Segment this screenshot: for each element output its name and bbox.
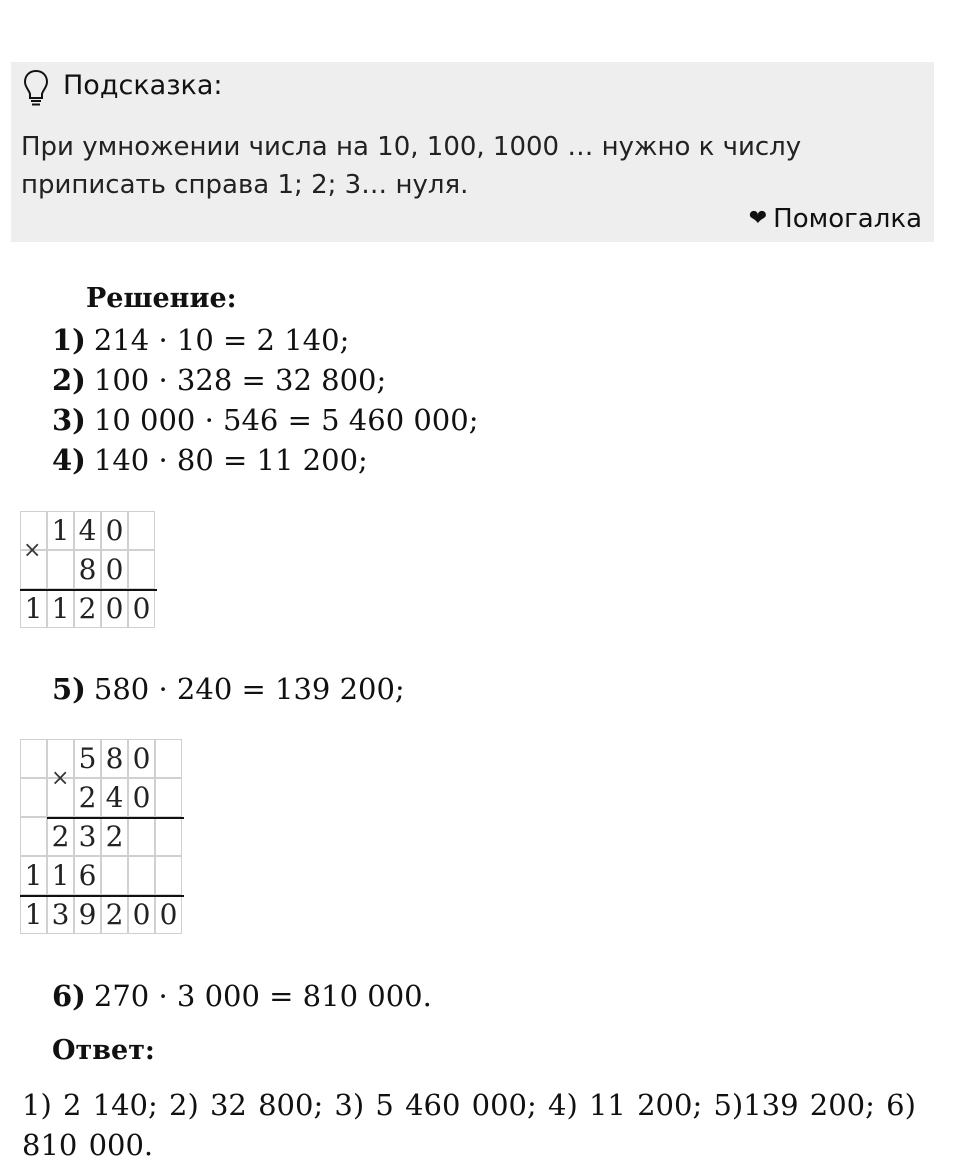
- helper-link[interactable]: [749, 204, 922, 234]
- line-expression: 214 · 10 = 2 140;: [93, 323, 350, 357]
- grid-cell: 1: [47, 511, 74, 550]
- grid-cell: [128, 550, 155, 589]
- grid-cell: [155, 817, 182, 856]
- grid-cell: 0: [128, 589, 155, 628]
- grid-cell: 0: [128, 778, 155, 817]
- heart-icon: ❤: [748, 206, 768, 231]
- line-expression: 580 · 240 = 139 200;: [93, 672, 405, 706]
- grid-cell: 1: [20, 856, 47, 895]
- line-expression: 10 000 · 546 = 5 460 000;: [93, 403, 479, 437]
- line-number: 2): [52, 363, 86, 397]
- solution-line-5: [52, 672, 405, 706]
- helper-link-label: Помогалка: [773, 204, 922, 234]
- grid-cell: 1: [47, 589, 74, 628]
- grid-cell: 3: [47, 895, 74, 934]
- grid-cell: 8: [74, 550, 101, 589]
- hint-box: [11, 62, 934, 242]
- grid-cell: 2: [74, 778, 101, 817]
- grid-cell: [128, 817, 155, 856]
- operand-underline: [47, 817, 184, 819]
- line-number: 6): [52, 979, 86, 1013]
- grid-cell: 0: [101, 589, 128, 628]
- solution-line-1: [52, 323, 349, 357]
- grid-cell: [155, 778, 182, 817]
- solution-line-2: [52, 363, 386, 397]
- solution-line-3: [52, 403, 478, 437]
- grid-cell: 5: [74, 739, 101, 778]
- grid-cell: 8: [101, 739, 128, 778]
- grid-cell: [128, 856, 155, 895]
- grid-cell: 4: [74, 511, 101, 550]
- multiply-sign: ×: [23, 538, 42, 563]
- line-number: 4): [52, 443, 86, 477]
- answer-title: Ответ:: [52, 1035, 155, 1066]
- grid-cell: 9: [74, 895, 101, 934]
- line-expression: 140 · 80 = 11 200;: [93, 443, 368, 477]
- grid-cell: [20, 817, 47, 856]
- line-expression: 100 · 328 = 32 800;: [93, 363, 387, 397]
- hint-text: При умножении числа на 10, 100, 1000 … нужно к числу приписать справа 1; 2; 3… нуля.: [21, 132, 802, 200]
- line-number: 5): [52, 672, 86, 706]
- line-number: 1): [52, 323, 86, 357]
- grid-cell: 2: [101, 895, 128, 934]
- operand-underline: [20, 589, 157, 591]
- grid-cell: 1: [20, 589, 47, 628]
- grid-cell: 0: [101, 511, 128, 550]
- solution-line-6: [52, 979, 432, 1013]
- hint-title: Подсказка:: [63, 70, 223, 101]
- grid-cell: [155, 739, 182, 778]
- answer-text: 1) 2 140; 2) 32 800; 3) 5 460 000; 4) 11 200; 5)139 200; 6) 810 000.: [22, 1088, 916, 1162]
- lightbulb-icon: [21, 68, 51, 108]
- grid-cell: 1: [20, 895, 47, 934]
- grid-cell: 2: [74, 589, 101, 628]
- grid-cell: 0: [101, 550, 128, 589]
- grid-cell: [101, 856, 128, 895]
- grid-cell: 6: [74, 856, 101, 895]
- grid-cell: 4: [101, 778, 128, 817]
- line-number: 3): [52, 403, 86, 437]
- grid-cell: [20, 778, 47, 817]
- line-expression: 270 · 3 000 = 810 000.: [93, 979, 432, 1013]
- grid-cell: 0: [128, 739, 155, 778]
- grid-cell: 3: [74, 817, 101, 856]
- solution-line-4: [52, 443, 368, 477]
- grid-cell: 0: [155, 895, 182, 934]
- grid-cell: [47, 550, 74, 589]
- partial-sum-underline: [20, 895, 184, 897]
- grid-cell: [155, 856, 182, 895]
- grid-cell: [128, 511, 155, 550]
- grid-cell: 2: [47, 817, 74, 856]
- grid-cell: 1: [47, 856, 74, 895]
- grid-cell: 0: [128, 895, 155, 934]
- grid-cell: [20, 739, 47, 778]
- multiply-sign: ×: [51, 766, 70, 791]
- solution-title: Решение:: [86, 283, 237, 314]
- grid-cell: 2: [101, 817, 128, 856]
